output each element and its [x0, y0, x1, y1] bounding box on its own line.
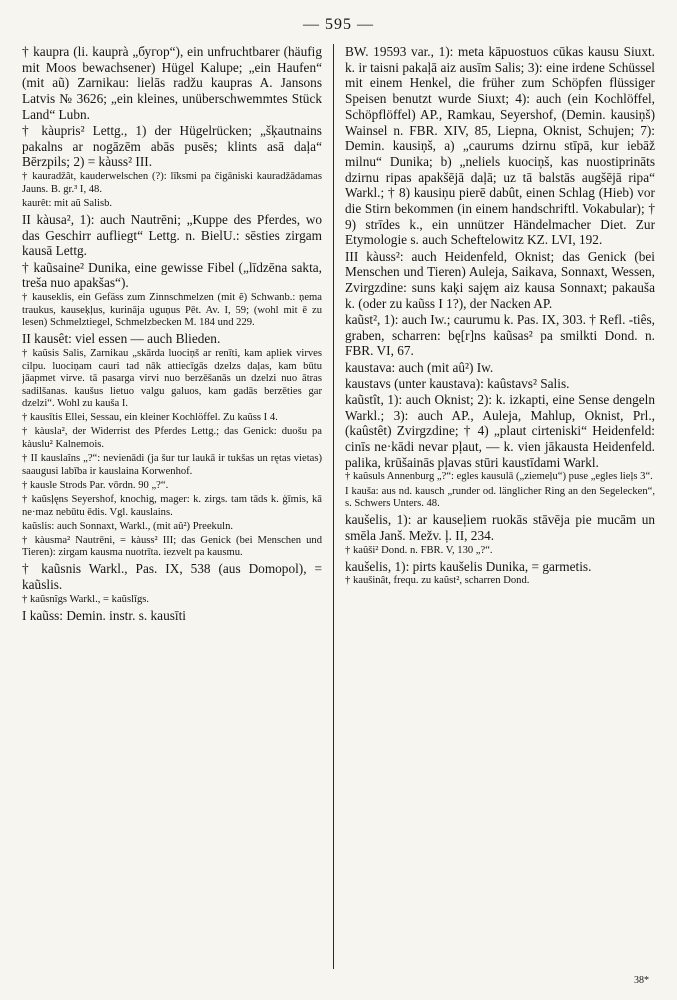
dictionary-entry: † kàusma² Nautrēni, = kàuss² III; das Genick (bei Menschen und Tieren): zirgam kausma nuotrīta. iezvelt pa kausmu.	[22, 534, 322, 559]
dictionary-entry: † kaûši² Dond. n. FBR. V, 130 „?“.	[345, 544, 493, 556]
dictionary-entry: † II kauslaîns „?“: nevienādi (ja šur tur laukā ir tukšas un rętas vietas) saaugusi labība ir kauslaina Korwenhof.	[22, 453, 322, 477]
column-divider	[333, 44, 334, 969]
dictionary-entry: kaustavs (unter kaustava): kaûstavs² Salis.	[345, 375, 570, 391]
dictionary-entry: BW. 19593 var., 1): meta kāpuostuos cūkas kausu Siuxt. k. ir taisni pakaļā aiz ausīm Salis; 3): eine irdene Schüssel mit einem Henkel, die früher zum Schöpfen flüssiger Speisen benutzt wurde Siuxt; 4): auch (ein Kochlöffel, Schöpflöffel) AP., Ramkau, Seyershof, (Demin. kausiņš) Wainsel n. FBR. XIV, 85, Liepna, Oknist, Schujen; 7): Demin. kausiņš, a) „caurums dzirnu stīpā, kur iebāž milnu“ Dunika; b) „neliels kuociņš, kas nuostiprināts dzirnu ripas apakšējā daļā; uz tā balstās augšējā ripa“ Warkl.; † 8) kausiņu pierē dabût, einen Schlag (Hieb) vor die Stirn bekommen (in einem handschriftl. Vokabular); † 9) strīdes k., ein unnützer Händelmacher Diet. Zur Etymologie s. auch Scheftelowitz KZ. LVI, 192.	[345, 44, 655, 248]
dictionary-entry: kaurêt: mit aũ Salisb.	[22, 197, 113, 209]
dictionary-entry: † kaũsis Salis, Zarnikau „skārda luociņš ar renīti, kam apliek virves cilpu. luociņam cauri tad nāk attiecīgās dzelzs daļas, kam būtu jāapmet virve. tā pasarga virvi nuo berzēšanās un dzelzi nuo ātras sadilšanas. kaušus lietuo valgu galuos, kam gadās berzēties gar dzelzi“. Wohl zu kauša I.	[22, 347, 322, 410]
dictionary-entry: † kausītis Ellei, Sessau, ein kleiner Kochlöffel. Zu kaũss I 4.	[22, 412, 278, 424]
dictionary-entry: † kaũsnîgs Warkl., = kaũslīgs.	[22, 593, 150, 605]
dictionary-entry: kaušelis, 1): pirts kaušelis Dunika, = garmetis.	[345, 558, 592, 574]
dictionary-entry: kaustava: auch (mit aû²) Iw.	[345, 359, 494, 375]
dictionary-entry: † kàusla², der Widerrist des Pferdes Lettg.; das Genick: duošu pa kàuslu² Kalnemois.	[22, 426, 322, 451]
dictionary-entry: II kausêt: viel essen — auch Blieden.	[22, 331, 221, 347]
dictionary-entry: † kàupris² Lettg., 1) der Hügelrücken; „šķautnains pakalns ar nogāzēm abās pusēs; klints asā daļa“ Bērzpils; 2) = kàuss² III.	[22, 123, 322, 170]
dictionary-entry: kaũslis: auch Sonnaxt, Warkl., (mit aû²) Preekuln.	[22, 520, 234, 532]
dictionary-entry: III kàuss²: auch Heidenfeld, Oknist; das Genick (bei Menschen und Tieren) Auleja, Saikava, Sonnaxt, Wessen, Zvirgzdine: suns kaķi sajęm aiz kausa Sonnaxt; pakauša k. (oder zu kaũss I 1?), der Nacken AP.	[345, 248, 655, 311]
dictionary-entry: kaũstît, 1): auch Oknist; 2): k. izkapti, eine Sense dengeln Warkl.; 3): auch AP., Auleja, Mahlup, Oknist, Prl., (kaûstêt) Zvirgzdine; † 4) „plaut cirteniski“ Heidenfeld: cinīs ne·kādi nevar pļaut, — k. vien jākausta Heidenfeld. palika, krūšainās pļavas stūri kaustīdami Warkl.	[345, 391, 655, 470]
dictionary-entry: † kaupra (li. kauprà „бугор“), ein unfruchtbarer (häufig mit Moos bewachsener) Hügel Kalupe; „ein Haufen“ (mit aũ) Zarnikau: lielās radžu kaupras A. Jansons Latvis № 3626; „ein kleines, unüberschwemmtes Stück Land“ Lubn.	[22, 44, 322, 122]
dictionary-entry: † kaũsnis Warkl., Pas. IX, 538 (aus Domopol), = kaũslis.	[22, 561, 322, 593]
dictionary-entry: † kauseklis, ein Gefäss zum Zinnschmelzen (mit ẽ) Schwanb.: ņema traukus, kauseķļus, kurināja uguņus Pēt. Av. I, 59; (wohl mit ē zu lesen) Schmelztiegel, Schmelzbecken M. 184 und 229.	[22, 291, 322, 329]
dictionary-entry: † kaũsuls Annenburg „?“: egles kausulā („ziemeļu“) puse „egles lieļs 3“.	[345, 471, 653, 483]
dictionary-entry: I kauša: aus nd. kausch „runder od. länglicher Ring an den Segelecken“, s. Schwers Unters. 48.	[345, 485, 655, 510]
dictionary-entry: † kausle Strods Par. vōrdn. 90 „?“.	[22, 479, 169, 491]
dictionary-entry: I kaũss: Demin. instr. s. kausīti	[22, 607, 186, 623]
left-column	[22, 44, 322, 974]
dictionary-entry: † kaũsļęns Seyershof, knochig, mager: k. zirgs. tam tāds k. ģīmis, kā ne·maz nebūtu ēdis. Vgl. kauslains.	[22, 493, 322, 518]
dictionary-entry: II kàusa², 1): auch Nautrēni; „Kuppe des Pferdes, wo das Geschirr aufliegt“ Lettg. n. BielU.: sēsties zirgam kausā Lettg.	[22, 211, 322, 259]
dictionary-entry: † kaũsaine² Dunika, eine gewisse Fibel („līdzēna sakta, treša nuo apakšas“).	[22, 259, 322, 291]
footer-mark: 38*	[634, 975, 649, 986]
dictionary-entry: † kauradžât, kauderwelschen (?): līksmi pa čigāniski kauradžādamas Jauns. B. gr.³ I, 48.	[22, 171, 322, 195]
dictionary-entry: kaũst², 1): auch Iw.; caurumu k. Pas. IX, 303. † Refl. -tiês, graben, scharren: bę[r]ns kaũsas² pa smilkti Dond. n. FBR. VI, 67.	[345, 311, 655, 359]
dictionary-entry: † kaušinât, frequ. zu kaũst², scharren Dond.	[345, 575, 530, 587]
dictionary-entry: kaušelis, 1): ar kauseļiem ruokās stāvēja pie mucām un smēla Janš. Mežv. ļ. II, 234.	[345, 512, 655, 543]
right-column	[345, 44, 655, 974]
page-number: — 595 —	[303, 16, 374, 33]
